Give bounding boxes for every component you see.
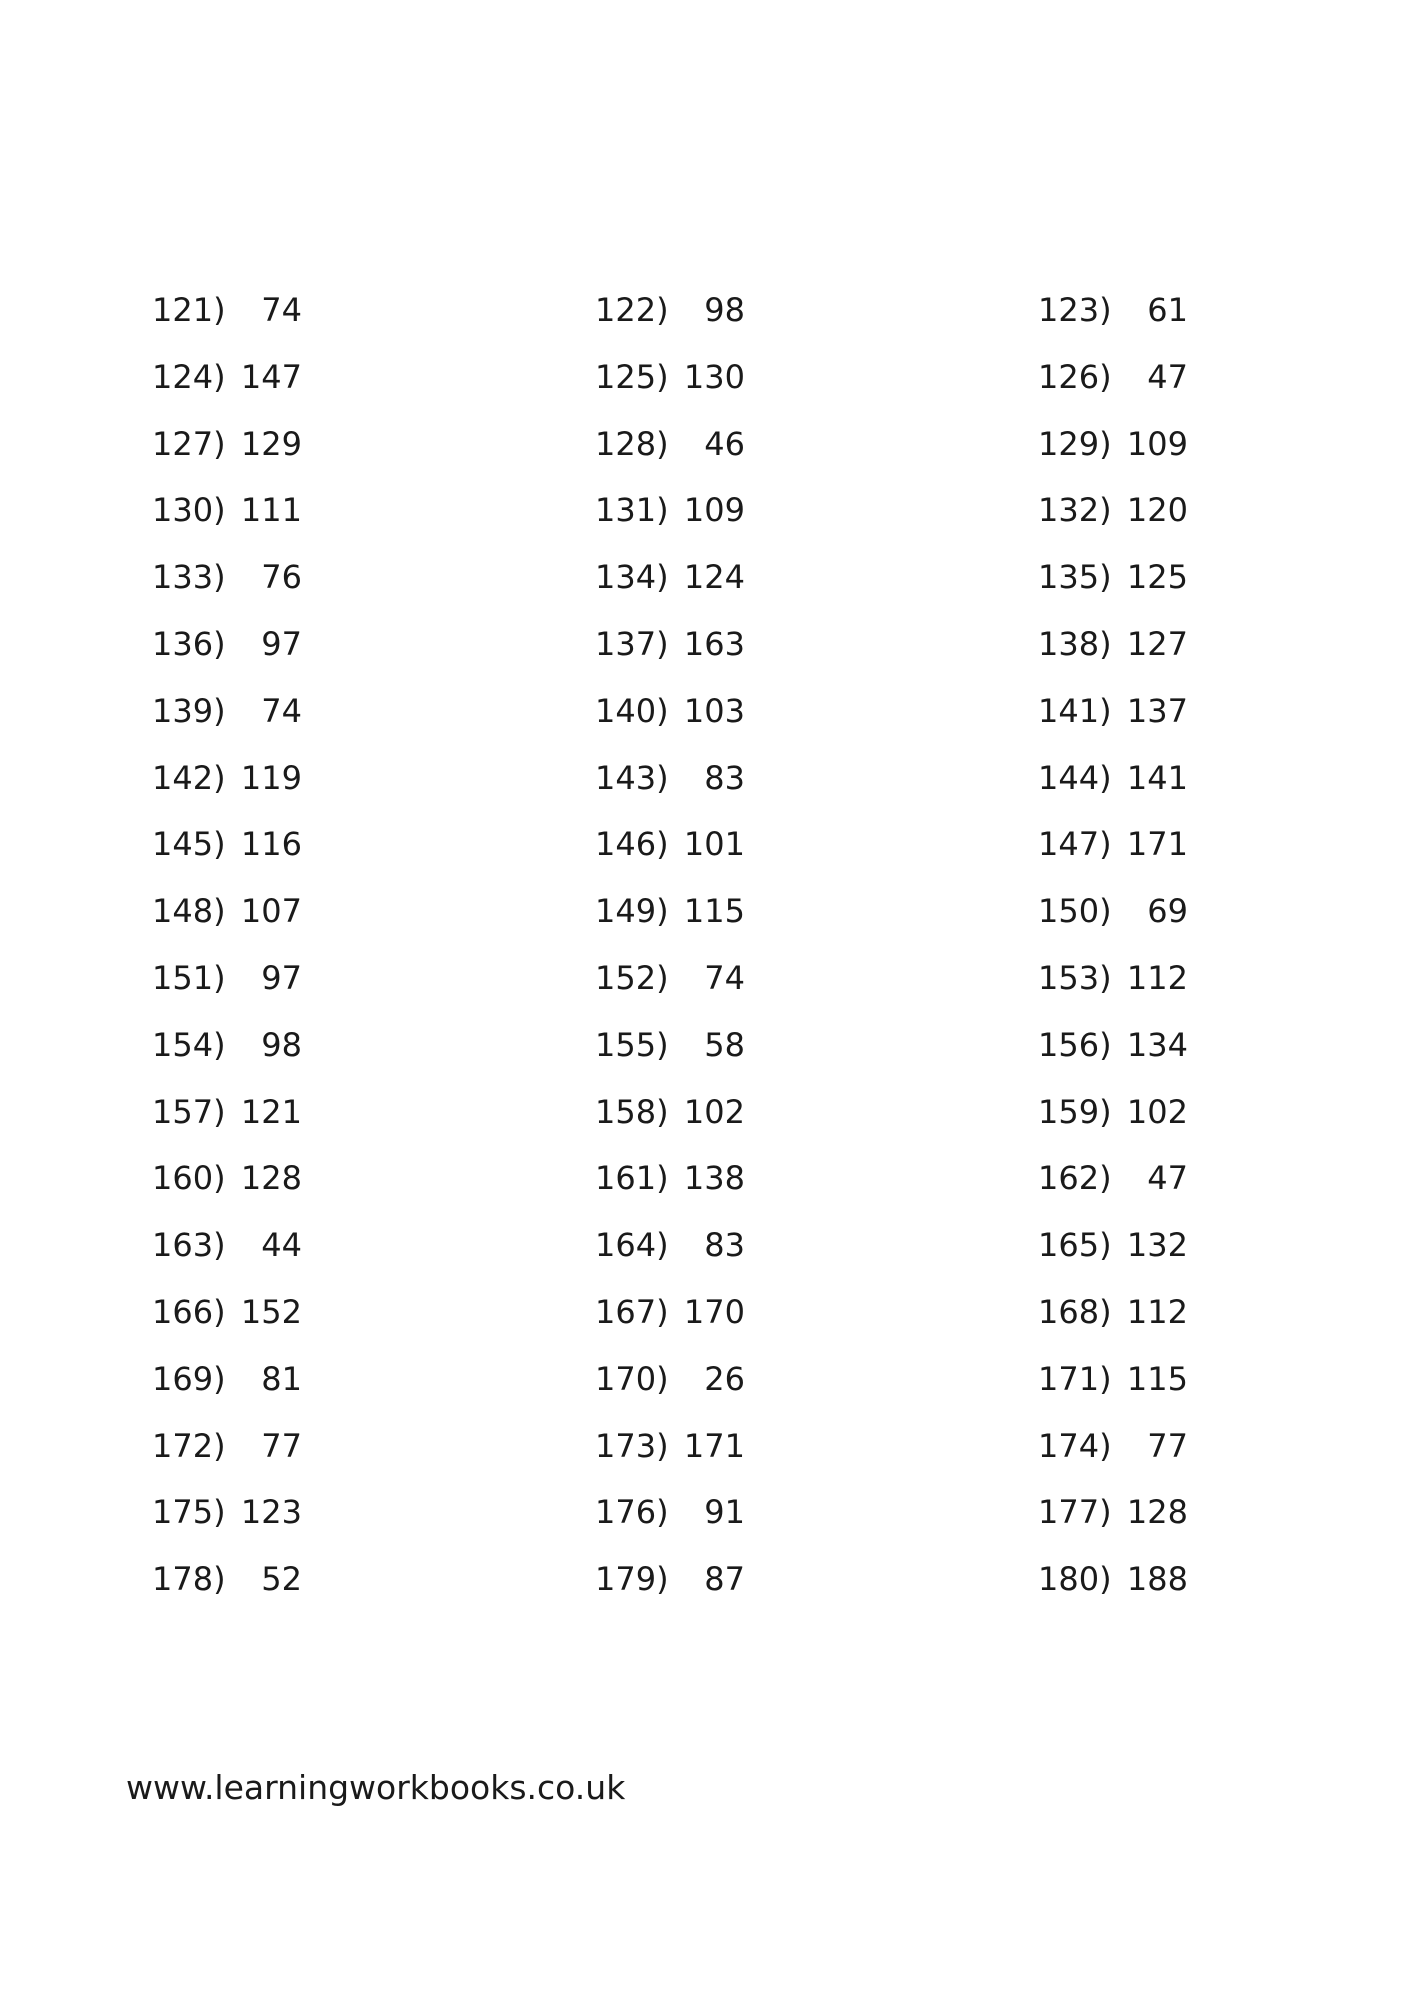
question-number: 167): [595, 1292, 669, 1331]
question-number: 151): [152, 958, 226, 997]
question-number: 125): [595, 357, 669, 396]
answer-value: 188: [1126, 1560, 1188, 1599]
answer-value: 128: [1126, 1493, 1188, 1532]
question-number: 164): [595, 1226, 669, 1265]
question-number: 155): [595, 1025, 669, 1064]
question-number: 179): [595, 1560, 669, 1599]
answer-value: 83: [704, 1226, 745, 1265]
answer-value: 120: [1126, 491, 1188, 530]
answer-row: [0, 557, 1414, 624]
answer-row: [0, 958, 1414, 1025]
question-number: 140): [595, 691, 669, 730]
answer-value: 109: [1126, 424, 1188, 463]
question-number: 150): [1038, 892, 1112, 931]
answer-value: 130: [683, 357, 745, 396]
answer-value: 77: [1147, 1426, 1188, 1465]
question-number: 178): [152, 1560, 226, 1599]
answer-value: 87: [704, 1560, 745, 1599]
answer-value: 171: [1126, 825, 1188, 864]
answer-row: [0, 1225, 1414, 1292]
answer-row: [0, 691, 1414, 758]
answer-value: 132: [1126, 1226, 1188, 1265]
answer-value: 141: [1126, 758, 1188, 797]
question-number: 174): [1038, 1426, 1112, 1465]
question-number: 130): [152, 491, 226, 530]
question-number: 124): [152, 357, 226, 396]
answer-value: 77: [261, 1426, 302, 1465]
question-number: 163): [152, 1226, 226, 1265]
answer-value: 109: [683, 491, 745, 530]
answer-value: 128: [240, 1159, 302, 1198]
answer-value: 124: [683, 558, 745, 597]
answer-value: 115: [683, 892, 745, 931]
question-number: 128): [595, 424, 669, 463]
question-number: 147): [1038, 825, 1112, 864]
answer-row: [0, 1292, 1414, 1359]
answer-value: 76: [261, 558, 302, 597]
answer-row: [0, 1492, 1414, 1559]
question-number: 156): [1038, 1025, 1112, 1064]
question-number: 157): [152, 1092, 226, 1131]
answer-row: [0, 290, 1414, 357]
question-number: 168): [1038, 1292, 1112, 1331]
question-number: 166): [152, 1292, 226, 1331]
question-number: 161): [595, 1159, 669, 1198]
answer-value: 47: [1147, 357, 1188, 396]
question-number: 136): [152, 624, 226, 663]
question-number: 177): [1038, 1493, 1112, 1532]
answer-value: 102: [683, 1092, 745, 1131]
answer-value: 115: [1126, 1359, 1188, 1398]
answer-value: 97: [261, 958, 302, 997]
answer-row: [0, 1158, 1414, 1225]
answer-value: 102: [1126, 1092, 1188, 1131]
answer-value: 46: [704, 424, 745, 463]
answer-row: [0, 490, 1414, 557]
answer-value: 147: [240, 357, 302, 396]
answer-value: 170: [683, 1292, 745, 1331]
question-number: 171): [1038, 1359, 1112, 1398]
answer-value: 163: [683, 624, 745, 663]
question-number: 132): [1038, 491, 1112, 530]
question-number: 144): [1038, 758, 1112, 797]
question-number: 148): [152, 892, 226, 931]
question-number: 126): [1038, 357, 1112, 396]
answer-value: 83: [704, 758, 745, 797]
answer-value: 98: [261, 1025, 302, 1064]
question-number: 142): [152, 758, 226, 797]
answer-row: [0, 1426, 1414, 1493]
question-number: 131): [595, 491, 669, 530]
answer-value: 74: [261, 691, 302, 730]
answer-value: 44: [261, 1226, 302, 1265]
answer-value: 58: [704, 1025, 745, 1064]
answer-row: [0, 424, 1414, 491]
answer-row: [0, 824, 1414, 891]
question-number: 121): [152, 291, 226, 329]
question-number: 176): [595, 1493, 669, 1532]
question-number: 162): [1038, 1159, 1112, 1198]
question-number: 139): [152, 691, 226, 730]
question-number: 146): [595, 825, 669, 864]
answer-value: 112: [1126, 1292, 1188, 1331]
answer-value: 91: [704, 1493, 745, 1532]
question-number: 160): [152, 1159, 226, 1198]
question-number: 153): [1038, 958, 1112, 997]
answer-value: 111: [240, 491, 302, 530]
answer-value: 112: [1126, 958, 1188, 997]
answer-value: 26: [704, 1359, 745, 1398]
answer-row: [0, 891, 1414, 958]
question-number: 145): [152, 825, 226, 864]
question-number: 127): [152, 424, 226, 463]
answer-value: 137: [1126, 691, 1188, 730]
answer-value: 47: [1147, 1159, 1188, 1198]
answer-value: 152: [240, 1292, 302, 1331]
answer-row: [0, 1092, 1414, 1159]
answer-row: [0, 758, 1414, 825]
footer-website: www.learningworkbooks.co.uk: [126, 1768, 626, 1807]
question-number: 170): [595, 1359, 669, 1398]
question-number: 175): [152, 1493, 226, 1532]
question-number: 149): [595, 892, 669, 931]
question-number: 169): [152, 1359, 226, 1398]
question-number: 135): [1038, 558, 1112, 597]
question-number: 137): [595, 624, 669, 663]
question-number: 172): [152, 1426, 226, 1465]
answer-value: 103: [683, 691, 745, 730]
answer-value: 74: [704, 958, 745, 997]
answer-value: 127: [1126, 624, 1188, 663]
question-number: 143): [595, 758, 669, 797]
answer-value: 101: [683, 825, 745, 864]
answer-row: [0, 1359, 1414, 1426]
answer-value: 61: [1147, 291, 1188, 329]
answer-value: 98: [704, 291, 745, 329]
question-number: 134): [595, 558, 669, 597]
answer-row: [0, 1559, 1414, 1626]
answer-value: 121: [240, 1092, 302, 1131]
answer-value: 69: [1147, 892, 1188, 931]
answer-value: 107: [240, 892, 302, 931]
answer-value: 125: [1126, 558, 1188, 597]
answer-value: 52: [261, 1560, 302, 1599]
question-number: 158): [595, 1092, 669, 1131]
answer-value: 123: [240, 1493, 302, 1532]
question-number: 133): [152, 558, 226, 597]
question-number: 138): [1038, 624, 1112, 663]
answer-row: [0, 624, 1414, 691]
answer-value: 97: [261, 624, 302, 663]
answer-row: [0, 357, 1414, 424]
question-number: 123): [1038, 291, 1112, 329]
answer-value: 119: [240, 758, 302, 797]
answer-grid: [0, 290, 1414, 1626]
question-number: 154): [152, 1025, 226, 1064]
question-number: 152): [595, 958, 669, 997]
answer-value: 134: [1126, 1025, 1188, 1064]
question-number: 141): [1038, 691, 1112, 730]
question-number: 159): [1038, 1092, 1112, 1131]
answer-value: 81: [261, 1359, 302, 1398]
question-number: 122): [595, 291, 669, 329]
answer-row: [0, 1025, 1414, 1092]
question-number: 129): [1038, 424, 1112, 463]
answer-value: 138: [683, 1159, 745, 1198]
answer-value: 171: [683, 1426, 745, 1465]
answer-value: 116: [240, 825, 302, 864]
question-number: 180): [1038, 1560, 1112, 1599]
question-number: 165): [1038, 1226, 1112, 1265]
answer-value: 74: [261, 291, 302, 329]
question-number: 173): [595, 1426, 669, 1465]
answer-value: 129: [240, 424, 302, 463]
